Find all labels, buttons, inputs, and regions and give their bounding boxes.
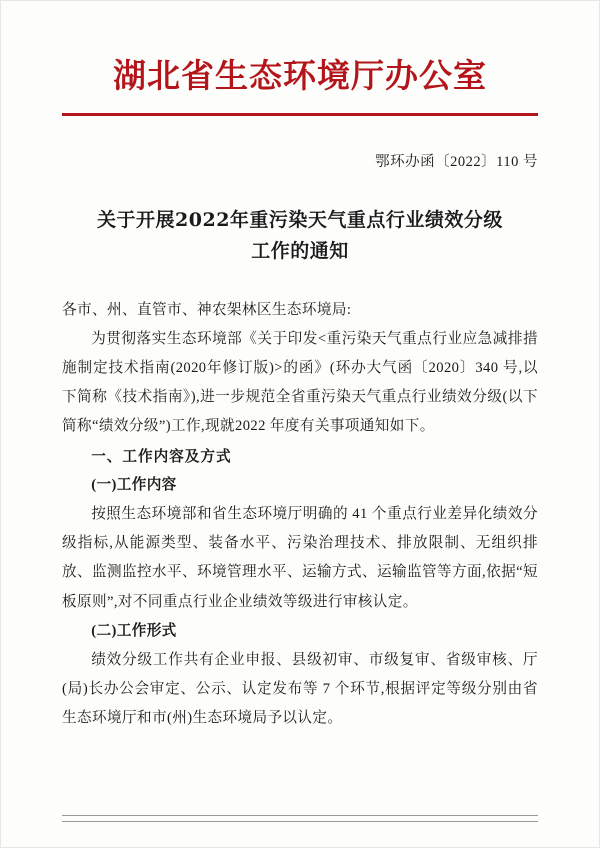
issuing-organization-title: 湖北省生态环境厅办公室 [113,56,487,95]
page-bottom-rules [62,815,538,822]
document-title-line-1: 关于开展2022年重污染天气重点行业绩效分级 [97,208,503,231]
intro-paragraph: 为贯彻落实生态环境部《关于印发<重污染天气重点行业应急减排措施制定技术指南(2020年修订版)>的函》(环办大气函〔2020〕340 号,以下简称《技术指南》),进一步规范全省重污染天气重点行业绩效分级(以下简称“绩效分级”)工作,现就2022 年度有关事项通知如下。 [62,330,538,435]
salutation: 各市、州、直管市、神农架林区生态环境局: [62,301,352,318]
subsection-heading-one: (一)工作内容 [91,476,177,493]
masthead [62,0,538,116]
document-body [62,296,538,734]
subsection-heading-two: (二)工作形式 [91,622,177,639]
subsection-two-paragraph: 绩效分级工作共有企业申报、县级初审、市级复审、省级审核、厅(局)长办公会审定、公示、认定发布等 7 个环节,根据评定等级分别由省生态环境厅和市(州)生态环境局予以认定。 [62,651,538,727]
masthead-red-divider [62,113,538,116]
document-title [62,205,538,268]
subsection-one-paragraph: 按照生态环境部和省生态环境厅明确的 41 个重点行业差异化绩效分级指标,从能源类型、装备水平、污染治理技术、排放限制、无组织排放、监测监控水平、环境管理水平、运输方式、运输监管等方面,依据“短板原则”,对不同重点行业企业绩效等级进行审核认定。 [62,505,538,610]
bottom-rule-lower [62,821,538,822]
document-number: 鄂环办函〔2022〕110 号 [375,153,538,170]
section-heading-one: 一、工作内容及方式 [91,447,232,465]
document-title-line-2: 工作的通知 [251,240,349,263]
bottom-rule-upper [62,815,538,816]
